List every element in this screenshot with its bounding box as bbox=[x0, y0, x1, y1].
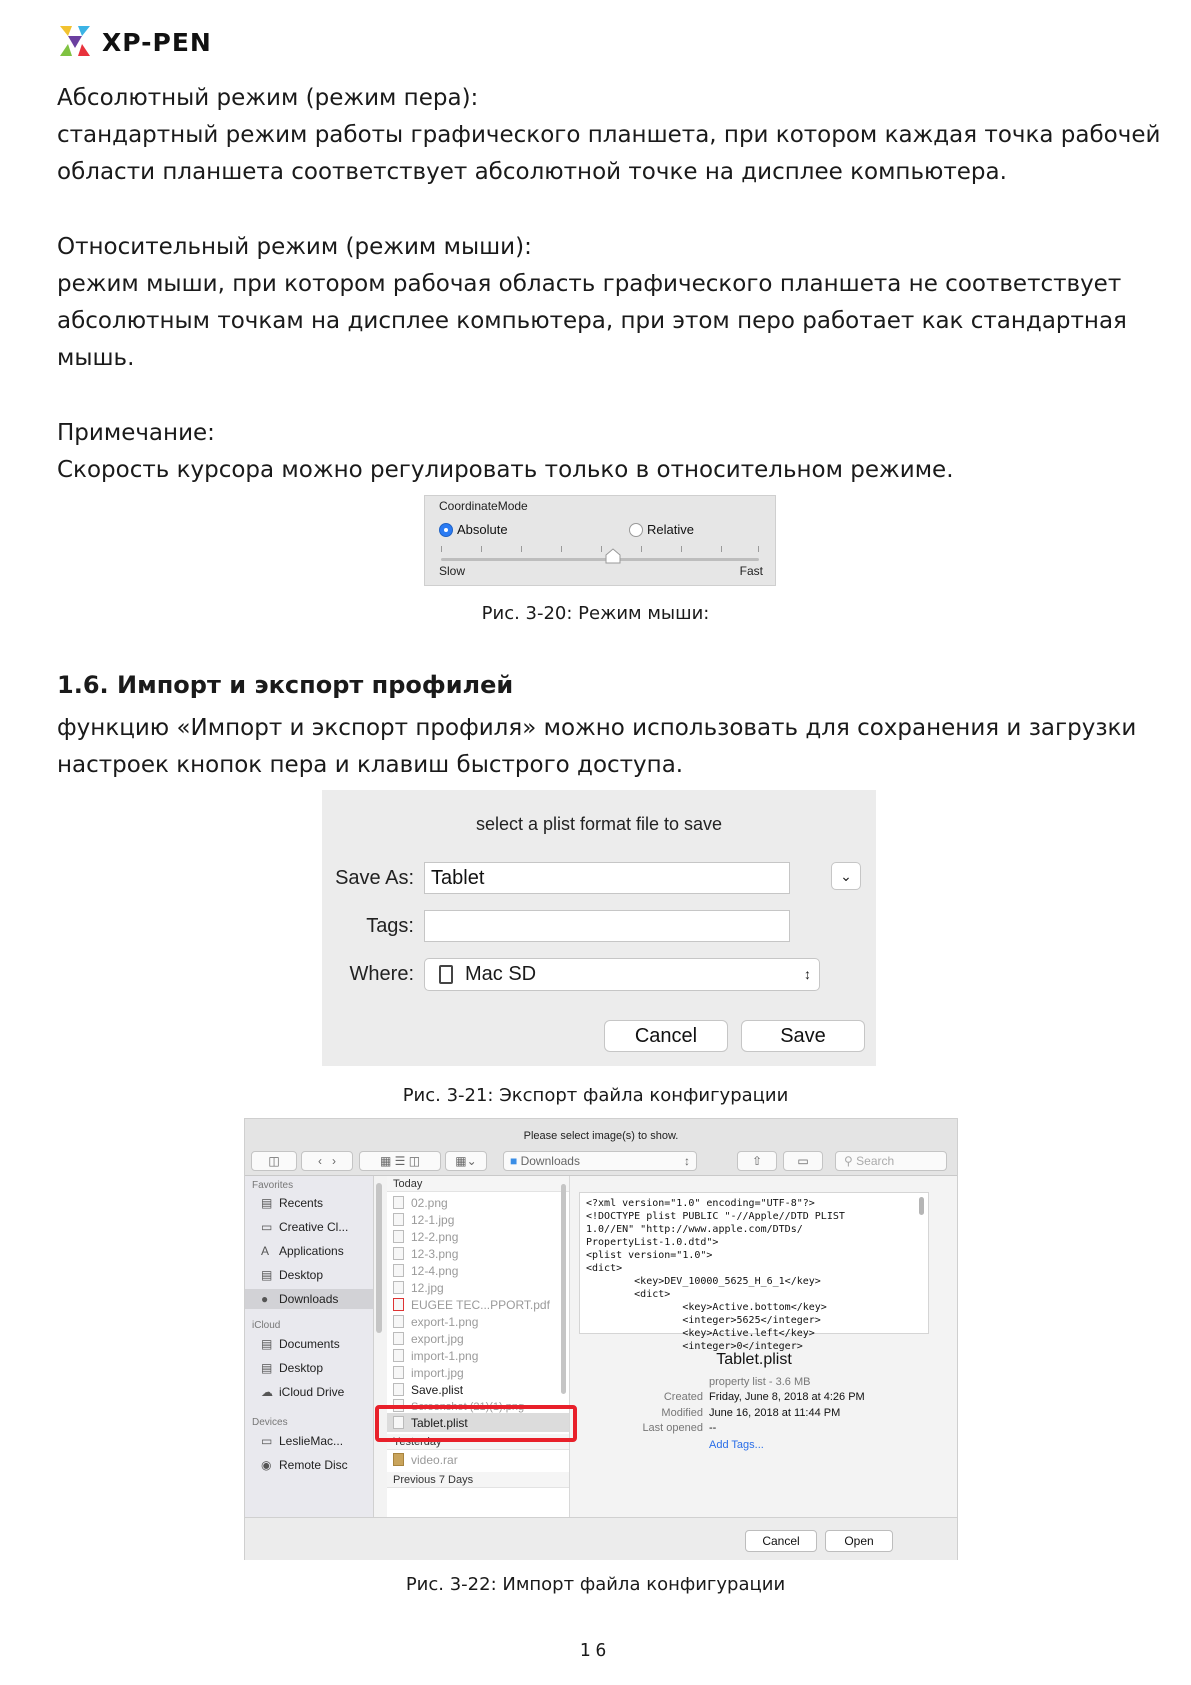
slider-tick bbox=[441, 546, 442, 552]
logo-wordmark: XP-PEN bbox=[102, 28, 212, 57]
sidebar-toggle-button[interactable] bbox=[251, 1151, 297, 1171]
text-line: Относительный режим (режим мыши): bbox=[57, 234, 532, 260]
up-down-arrows-icon: ↕ bbox=[684, 1154, 690, 1168]
sidebar-item-recents[interactable] bbox=[261, 1193, 371, 1213]
list-item[interactable]: 12-4.png bbox=[393, 1262, 458, 1280]
sidebar-item-label: Downloads bbox=[279, 1292, 339, 1306]
view-mode-icon: ▦ ☰ ◫ bbox=[379, 1154, 421, 1168]
where-label: Where: bbox=[349, 963, 414, 985]
disc-icon: ◉ bbox=[261, 1458, 272, 1472]
laptop-icon: ▭ bbox=[261, 1434, 273, 1448]
tags-label: Tags: bbox=[366, 915, 414, 937]
file-list bbox=[387, 1176, 570, 1517]
text-line: Примечание: bbox=[57, 420, 215, 446]
sidebar-item-downloads[interactable] bbox=[245, 1289, 373, 1309]
list-item[interactable]: video.rar bbox=[393, 1451, 458, 1469]
folder-icon: ▭ bbox=[261, 1220, 273, 1234]
recents-icon: ▤ bbox=[261, 1196, 273, 1210]
slow-label: Slow bbox=[439, 564, 466, 578]
sidebar-section-devices: Devices bbox=[252, 1417, 288, 1428]
chevron-down-icon: ⌄ bbox=[840, 868, 852, 884]
paragraph-relative-mode bbox=[57, 229, 1147, 377]
fast-label: Fast bbox=[739, 564, 763, 578]
coordinate-mode-title: CoordinateMode bbox=[439, 499, 528, 513]
coordinate-mode-panel bbox=[424, 495, 776, 586]
save-button[interactable]: Save bbox=[741, 1020, 865, 1052]
file-icon bbox=[393, 1247, 404, 1260]
sidebar-section-icloud: iCloud bbox=[252, 1320, 281, 1331]
sidebar-item-label: Recents bbox=[279, 1196, 324, 1210]
paragraph-absolute-mode bbox=[57, 80, 1161, 191]
paragraph-note bbox=[57, 415, 1147, 489]
sidebar-item-desktop[interactable] bbox=[261, 1265, 371, 1285]
save-dialog bbox=[322, 790, 876, 1066]
slider-tick bbox=[521, 546, 522, 552]
text-line: Абсолютный режим (режим пера): bbox=[57, 85, 479, 111]
sidebar-item-label: Remote Disc bbox=[279, 1458, 348, 1472]
share-icon: ⇧ bbox=[751, 1154, 763, 1168]
sidebar-scrollbar[interactable] bbox=[376, 1183, 382, 1333]
desktop-icon: ▤ bbox=[261, 1268, 273, 1282]
desktop-icon: ▤ bbox=[261, 1361, 273, 1375]
sidebar-section-favorites: Favorites bbox=[252, 1180, 294, 1191]
last-opened-value: -- bbox=[709, 1422, 717, 1434]
arrange-button[interactable] bbox=[445, 1151, 487, 1171]
file-icon bbox=[393, 1366, 404, 1379]
list-item[interactable]: export-1.png bbox=[393, 1313, 478, 1331]
group-today: Today bbox=[387, 1176, 569, 1192]
sidebar-item-applications[interactable] bbox=[261, 1241, 371, 1261]
slider-tick bbox=[481, 546, 482, 552]
radio-unselected-icon bbox=[629, 523, 643, 537]
pdf-icon bbox=[393, 1298, 404, 1311]
file-icon bbox=[393, 1281, 404, 1294]
grid-icon: ▦⌄ bbox=[455, 1154, 477, 1168]
preview-text: <?xml version="1.0" encoding="UTF-8"?> <!DOCTYPE plist PUBLIC "-//Apple//DTD PLIST 1.0//EN" "http://www.apple.com/DTDs/ PropertyList-1.0.dtd"> <plist version="1.0"> <dict> <key>DEV_10000_5625_H_6_1</key> <dict> <key>Active.bottom</key> <integer>5625</integer> <key>Active.left</key> <integer>0</integer> bbox=[586, 1198, 845, 1352]
modified-value: June 16, 2018 at 11:44 PM bbox=[709, 1407, 841, 1419]
sidebar-item-mac[interactable] bbox=[261, 1431, 371, 1451]
location-popup[interactable] bbox=[503, 1151, 697, 1171]
list-item[interactable]: 02.png bbox=[393, 1194, 448, 1212]
file-icon bbox=[393, 1213, 404, 1226]
share-button[interactable] bbox=[737, 1151, 777, 1171]
list-item[interactable]: Save.plist bbox=[393, 1381, 463, 1399]
list-item[interactable]: Screenshot (21)(1).png bbox=[393, 1398, 524, 1416]
where-value: Mac SD bbox=[465, 963, 537, 985]
sidebar-item-documents[interactable] bbox=[261, 1334, 371, 1354]
sidebar-item-label: iCloud Drive bbox=[279, 1385, 345, 1399]
add-tags-link[interactable]: Add Tags... bbox=[709, 1439, 764, 1451]
file-icon bbox=[393, 1264, 404, 1277]
search-input[interactable] bbox=[835, 1151, 947, 1171]
list-item-selected[interactable]: Tablet.plist bbox=[393, 1414, 468, 1432]
list-item[interactable]: EUGEE TEC...PPORT.pdf bbox=[393, 1296, 550, 1314]
file-icon bbox=[393, 1349, 404, 1362]
created-value: Friday, June 8, 2018 at 4:26 PM bbox=[709, 1391, 865, 1403]
sidebar-item-icloud-drive[interactable] bbox=[261, 1382, 371, 1402]
relative-radio-label: Relative bbox=[647, 522, 694, 537]
relative-radio[interactable] bbox=[629, 522, 694, 537]
open-button[interactable]: Open bbox=[825, 1530, 893, 1552]
file-preview bbox=[579, 1192, 929, 1352]
slider-tick bbox=[758, 546, 759, 552]
file-icon bbox=[393, 1196, 404, 1209]
text-line: абсолютным точкам на дисплее компьютера, при этом перо работает как стандартная bbox=[57, 308, 1127, 334]
up-down-arrows-icon: ↕ bbox=[804, 966, 811, 982]
xp-pen-logo-mark-icon bbox=[56, 22, 94, 60]
xp-pen-logo bbox=[56, 22, 246, 62]
location-value: Downloads bbox=[520, 1154, 580, 1168]
figure-caption: Рис. 3-22: Импорт файла конфигурации bbox=[405, 1574, 786, 1595]
list-item[interactable]: import.jpg bbox=[393, 1364, 464, 1382]
text-line: области планшета соответствует абсолютной точке на дисплее компьютера. bbox=[57, 159, 1007, 185]
section-heading: 1.6. Импорт и экспорт профилей bbox=[57, 671, 514, 699]
back-forward-icon: ‹ › bbox=[318, 1154, 336, 1168]
figure-caption: Рис. 3-20: Режим мыши: bbox=[481, 603, 710, 624]
sidebar-item-label: Applications bbox=[279, 1244, 344, 1258]
tags-field[interactable] bbox=[424, 910, 790, 942]
expand-chevron-button[interactable] bbox=[831, 862, 861, 890]
group-previous-7-days: Previous 7 Days bbox=[387, 1472, 569, 1488]
applications-icon: A bbox=[261, 1244, 270, 1258]
text-line: функцию «Импорт и экспорт профиля» можно использовать для сохранения и загрузки bbox=[57, 715, 1137, 741]
cancel-button[interactable]: Cancel bbox=[604, 1020, 728, 1052]
documents-icon: ▤ bbox=[261, 1337, 273, 1351]
where-select[interactable] bbox=[424, 958, 820, 991]
preview-kind-size: property list - 3.6 MB bbox=[709, 1376, 811, 1388]
sidebar-item-label: Documents bbox=[279, 1337, 340, 1351]
figure-caption: Рис. 3-21: Экспорт файла конфигурации bbox=[402, 1085, 789, 1106]
page-number: 16 bbox=[579, 1640, 612, 1661]
save-as-field[interactable]: Tablet bbox=[424, 862, 790, 894]
archive-icon bbox=[393, 1453, 404, 1466]
text-line: стандартный режим работы графического планшета, при котором каждая точка рабочей bbox=[57, 122, 1161, 148]
radio-selected-icon bbox=[439, 523, 453, 537]
folder-icon: ■ bbox=[510, 1154, 518, 1168]
finder-sidebar bbox=[245, 1176, 374, 1517]
section-paragraph bbox=[57, 710, 1147, 784]
back-forward-buttons[interactable] bbox=[301, 1151, 353, 1171]
sidebar-item-label: LeslieMac... bbox=[279, 1434, 344, 1448]
created-label: Created bbox=[663, 1391, 703, 1403]
text-line: Скорость курсора можно регулировать только в относительном режиме. bbox=[57, 457, 954, 483]
sidebar-item-remote-disc[interactable] bbox=[261, 1455, 371, 1475]
speed-slider-thumb[interactable] bbox=[605, 548, 621, 564]
sidebar-item-label: Desktop bbox=[279, 1361, 324, 1375]
sidebar-item-label: Creative Cl... bbox=[279, 1220, 349, 1234]
file-icon bbox=[393, 1383, 404, 1396]
highlight-annotation-box bbox=[375, 1405, 577, 1442]
sidebar-item-icloud-desktop[interactable] bbox=[261, 1358, 371, 1378]
downloads-icon: ● bbox=[261, 1292, 269, 1306]
text-line: мышь. bbox=[57, 345, 135, 371]
search-placeholder: Search bbox=[856, 1154, 895, 1168]
list-item[interactable]: export.jpg bbox=[393, 1330, 464, 1348]
list-item[interactable]: 12.jpg bbox=[393, 1279, 444, 1297]
text-line: режим мыши, при котором рабочая область графического планшета не соответствует bbox=[57, 271, 1122, 297]
drive-icon bbox=[439, 965, 453, 984]
list-item[interactable]: 12-3.png bbox=[393, 1245, 458, 1263]
finder-title: Please select image(s) to show. bbox=[523, 1130, 679, 1142]
save-dialog-title: select a plist format file to save bbox=[475, 814, 723, 834]
file-icon bbox=[393, 1230, 404, 1243]
sidebar-icon: ◫ bbox=[268, 1154, 280, 1168]
slider-tick bbox=[681, 546, 682, 552]
sidebar-item-label: Desktop bbox=[279, 1268, 324, 1282]
list-item[interactable]: 12-1.jpg bbox=[393, 1211, 454, 1229]
save-as-label: Save As: bbox=[335, 867, 414, 889]
absolute-radio[interactable] bbox=[439, 522, 508, 537]
finder-footer bbox=[245, 1517, 957, 1560]
search-icon: ⚲ bbox=[844, 1154, 853, 1168]
slider-tick bbox=[601, 546, 602, 552]
tag-icon: ▭ bbox=[797, 1154, 809, 1168]
file-icon bbox=[393, 1315, 404, 1328]
modified-label: Modified bbox=[661, 1407, 703, 1419]
tag-button[interactable] bbox=[783, 1151, 823, 1171]
group-yesterday: Yesterday bbox=[387, 1434, 569, 1450]
preview-file-name: Tablet.plist bbox=[716, 1351, 792, 1368]
cloud-icon: ☁ bbox=[261, 1385, 273, 1399]
file-icon bbox=[393, 1332, 404, 1345]
open-file-dialog bbox=[244, 1118, 958, 1560]
last-opened-label: Last opened bbox=[642, 1422, 703, 1434]
list-item[interactable]: import-1.png bbox=[393, 1347, 478, 1365]
file-list-scrollbar[interactable] bbox=[561, 1184, 566, 1394]
list-item[interactable]: 12-2.png bbox=[393, 1228, 458, 1246]
cancel-button[interactable]: Cancel bbox=[745, 1530, 817, 1552]
absolute-radio-label: Absolute bbox=[457, 522, 508, 537]
slider-tick bbox=[561, 546, 562, 552]
sidebar-item-creative-cloud[interactable] bbox=[261, 1217, 371, 1237]
preview-scrollbar[interactable] bbox=[919, 1197, 924, 1215]
slider-tick bbox=[721, 546, 722, 552]
view-mode-buttons[interactable] bbox=[359, 1151, 441, 1171]
text-line: настроек кнопок пера и клавиш быстрого доступа. bbox=[57, 752, 684, 778]
slider-tick bbox=[641, 546, 642, 552]
finder-toolbar bbox=[245, 1119, 957, 1176]
speed-slider-track[interactable] bbox=[441, 558, 759, 561]
